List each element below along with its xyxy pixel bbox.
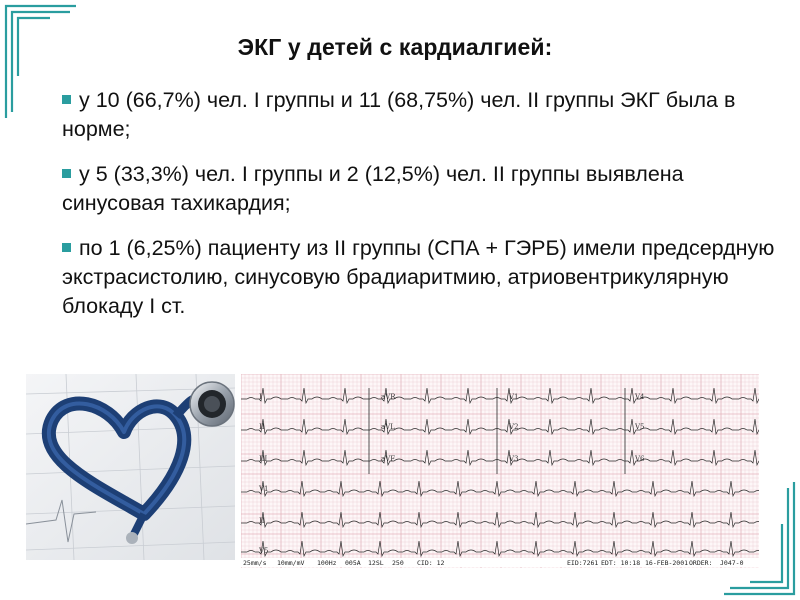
bullet-item [62, 160, 777, 218]
ecg-lead-label: V6 [635, 455, 645, 463]
ecg-lead-label: V4 [635, 393, 645, 401]
ecg-grid [241, 374, 759, 568]
ecg-footer-item: 25mm/s [243, 559, 267, 567]
ecg-lead-label: V5 [259, 547, 269, 555]
ecg-strip-image [241, 374, 759, 568]
bullet-list [62, 86, 777, 337]
ecg-footer-item: 16-FEB-2001 [645, 559, 689, 567]
ecg-lead-label: I [259, 393, 262, 401]
ecg-footer-item: 100Hz [317, 559, 337, 567]
ecg-footer-item: ORDER: [689, 559, 713, 567]
bullet-marker-icon [62, 95, 71, 104]
ecg-footer-item: 250 [392, 559, 404, 567]
bullet-item [62, 86, 777, 144]
ecg-lead-label: V1 [259, 485, 269, 493]
ecg-lead-label: aVL [381, 423, 395, 431]
ecg-footer-item: J047-0 [720, 559, 744, 567]
bullet-text: у 10 (66,7%) чел. I группы и 11 (68,75%) чел. II группы ЭКГ была в норме; [62, 88, 736, 141]
ecg-footer [241, 558, 759, 567]
ecg-lead-label: V1 [509, 393, 519, 401]
ecg-lead-label: II [259, 423, 265, 431]
ecg-lead-label: V2 [509, 423, 519, 431]
ecg-lead-label: V5 [635, 423, 645, 431]
bullet-marker-icon [62, 169, 71, 178]
ecg-lead-label: III [259, 455, 268, 463]
ecg-lead-label: II [259, 517, 265, 525]
ecg-footer-item: 10mm/mV [277, 559, 305, 567]
bullet-item [62, 234, 777, 321]
bullet-text: у 5 (33,3%) чел. I группы и 2 (12,5%) чел. II группы выявлена синусовая тахикардия; [62, 162, 684, 215]
ecg-footer-item: 12SL [368, 559, 384, 567]
ecg-lead-label: aVF [381, 455, 396, 463]
ecg-footer-item: EDT: 10:18 [601, 559, 641, 567]
ecg-lead-label: aVR [381, 393, 396, 401]
ecg-footer-item: 005A [345, 559, 361, 567]
ecg-footer-item: EID:7261 [567, 559, 599, 567]
bullet-marker-icon [62, 243, 71, 252]
bullet-text: по 1 (6,25%) пациенту из II группы (СПА + ГЭРБ) имели предсердную экстрасистолию, синусовую брадиаритмию, атриовентрикулярную блокаду I ст. [62, 236, 775, 318]
stethoscope-heart-image [26, 374, 235, 560]
slide-title: ЭКГ у детей с кардиалгией: [237, 34, 553, 60]
ecg-lead-label: V3 [509, 455, 519, 463]
ecg-footer-item: CID: 12 [417, 559, 445, 567]
